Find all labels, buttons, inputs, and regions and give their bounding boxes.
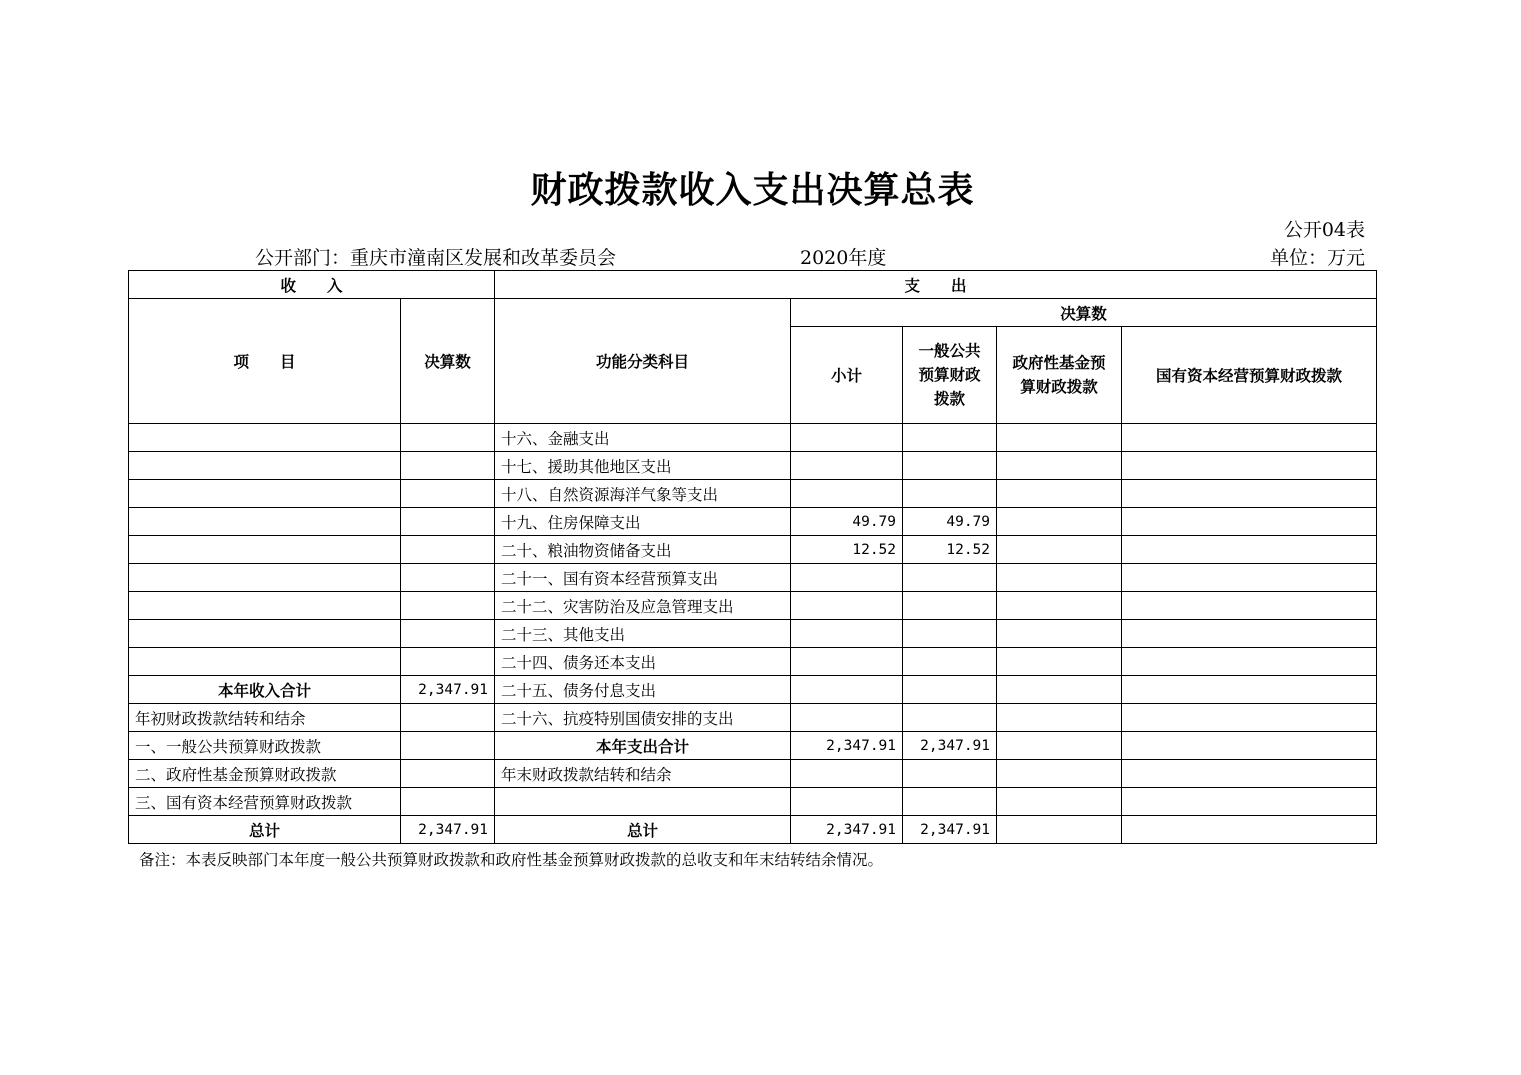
page-title: 财政拨款收入支出决算总表 [530,170,975,211]
state-capital-value [1122,732,1377,760]
general-budget-value [903,648,997,676]
general-budget-value [903,704,997,732]
income-amount: 2,347.91 [401,676,495,704]
gov-fund-value [997,704,1122,732]
income-amount [401,732,495,760]
fiscal-year: 2020年度 [800,247,887,269]
grand-total-label: 总计 [495,816,791,844]
gov-fund-value [997,480,1122,508]
state-capital-value [1122,592,1377,620]
income-item [129,452,401,480]
department-label: 公开部门：重庆市潼南区发展和改革委员会 [255,247,617,269]
unit-label: 单位：万元 [1269,247,1365,269]
gov-fund-value [997,508,1122,536]
income-amount [401,452,495,480]
table-row [129,424,1377,452]
state-capital-value [1122,620,1377,648]
income-item [129,508,401,536]
function-category: 二十六、抗疫特别国债安排的支出 [495,704,791,732]
income-total-label: 本年收入合计 [129,676,401,704]
income-amount [401,648,495,676]
function-category: 十六、金融支出 [495,424,791,452]
table-row [129,816,1377,844]
table-row [129,620,1377,648]
state-capital-value [1122,564,1377,592]
general-budget-value [903,620,997,648]
function-category: 二十五、债务付息支出 [495,676,791,704]
gov-fund-value [997,452,1122,480]
table-row [129,480,1377,508]
state-capital-value [1122,480,1377,508]
function-category: 二十四、债务还本支出 [495,648,791,676]
income-amount [401,508,495,536]
gov-fund-value [997,536,1122,564]
subtotal-value [791,564,903,592]
table-row [129,732,1377,760]
function-category: 年末财政拨款结转和结余 [495,760,791,788]
state-capital-header: 国有资本经营预算财政拨款 [1122,327,1377,424]
subtotal-value [791,480,903,508]
gov-fund-value [997,592,1122,620]
table-row [129,452,1377,480]
gov-fund-value [997,648,1122,676]
state-capital-value [1122,760,1377,788]
subtotal-value [791,620,903,648]
income-header: 收 入 [129,271,495,299]
state-capital-value [1122,424,1377,452]
gov-fund-value [997,424,1122,452]
income-item [129,648,401,676]
table-row [129,508,1377,536]
grand-total-label: 总计 [129,816,401,844]
income-amount [401,704,495,732]
expense-header: 支 出 [495,271,1377,299]
general-budget-value: 12.52 [903,536,997,564]
gov-fund-value [997,816,1122,844]
income-amount [401,564,495,592]
function-category [495,788,791,816]
function-category: 二十、粮油物资储备支出 [495,536,791,564]
subtotal-value [791,452,903,480]
table-row [129,564,1377,592]
subtotal-value: 49.79 [791,508,903,536]
subtotal-value [791,760,903,788]
table-row [129,648,1377,676]
income-item [129,536,401,564]
income-amount [401,620,495,648]
function-category: 十七、援助其他地区支出 [495,452,791,480]
income-amount [401,424,495,452]
general-budget-value [903,564,997,592]
state-capital-value [1122,508,1377,536]
income-item [129,424,401,452]
income-amount [401,788,495,816]
income-amount [401,592,495,620]
general-budget-value [903,592,997,620]
income-item [129,620,401,648]
general-budget-value [903,452,997,480]
state-capital-value [1122,788,1377,816]
subtotal-value [791,592,903,620]
general-budget-value: 2,347.91 [903,732,997,760]
subtotal-value: 2,347.91 [791,732,903,760]
state-capital-value [1122,676,1377,704]
function-category: 二十二、灾害防治及应急管理支出 [495,592,791,620]
table-row [129,788,1377,816]
income-item: 二、政府性基金预算财政拨款 [129,760,401,788]
table-row [129,592,1377,620]
general-budget-header: 一般公共预算财政拨款 [903,327,997,424]
state-capital-value [1122,536,1377,564]
amount-header: 决算数 [401,299,495,424]
income-item [129,564,401,592]
form-number: 公开04表 [1283,219,1365,241]
income-amount [401,760,495,788]
subtotal-value [791,788,903,816]
income-amount [401,480,495,508]
income-amount: 2,347.91 [401,816,495,844]
table-row [129,760,1377,788]
expense-total-label: 本年支出合计 [495,732,791,760]
gov-fund-value [997,788,1122,816]
function-category: 十八、自然资源海洋气象等支出 [495,480,791,508]
subtotal-value [791,648,903,676]
income-item [129,480,401,508]
state-capital-value [1122,648,1377,676]
income-item [129,592,401,620]
general-budget-value [903,788,997,816]
general-budget-value [903,424,997,452]
subtotal-value: 12.52 [791,536,903,564]
subtotal-value: 2,347.91 [791,816,903,844]
gov-fund-value [997,676,1122,704]
income-amount [401,536,495,564]
subtotal-header: 小计 [791,327,903,424]
table-row [129,536,1377,564]
general-budget-value [903,480,997,508]
income-item: 三、国有资本经营预算财政拨款 [129,788,401,816]
table-row [129,676,1377,704]
subtotal-value [791,424,903,452]
footnote: 备注：本表反映部门本年度一般公共预算财政拨款和政府性基金预算财政拨款的总收支和年末结转结余情况。 [139,851,884,869]
gov-fund-value [997,760,1122,788]
gov-fund-value [997,564,1122,592]
state-capital-value [1122,452,1377,480]
general-budget-value [903,676,997,704]
gov-fund-value [997,732,1122,760]
gov-fund-value [997,620,1122,648]
state-capital-value [1122,704,1377,732]
table-row [129,704,1377,732]
final-amount-group-header: 决算数 [791,299,1377,327]
general-budget-value: 2,347.91 [903,816,997,844]
function-category: 二十一、国有资本经营预算支出 [495,564,791,592]
general-budget-value: 49.79 [903,508,997,536]
function-category: 二十三、其他支出 [495,620,791,648]
budget-table [128,270,1377,844]
item-header: 项 目 [129,299,401,424]
function-category-header: 功能分类科目 [495,299,791,424]
general-budget-value [903,760,997,788]
state-capital-value [1122,816,1377,844]
income-item: 一、一般公共预算财政拨款 [129,732,401,760]
income-item: 年初财政拨款结转和结余 [129,704,401,732]
gov-fund-header: 政府性基金预算财政拨款 [997,327,1122,424]
function-category: 十九、住房保障支出 [495,508,791,536]
subtotal-value [791,704,903,732]
subtotal-value [791,676,903,704]
